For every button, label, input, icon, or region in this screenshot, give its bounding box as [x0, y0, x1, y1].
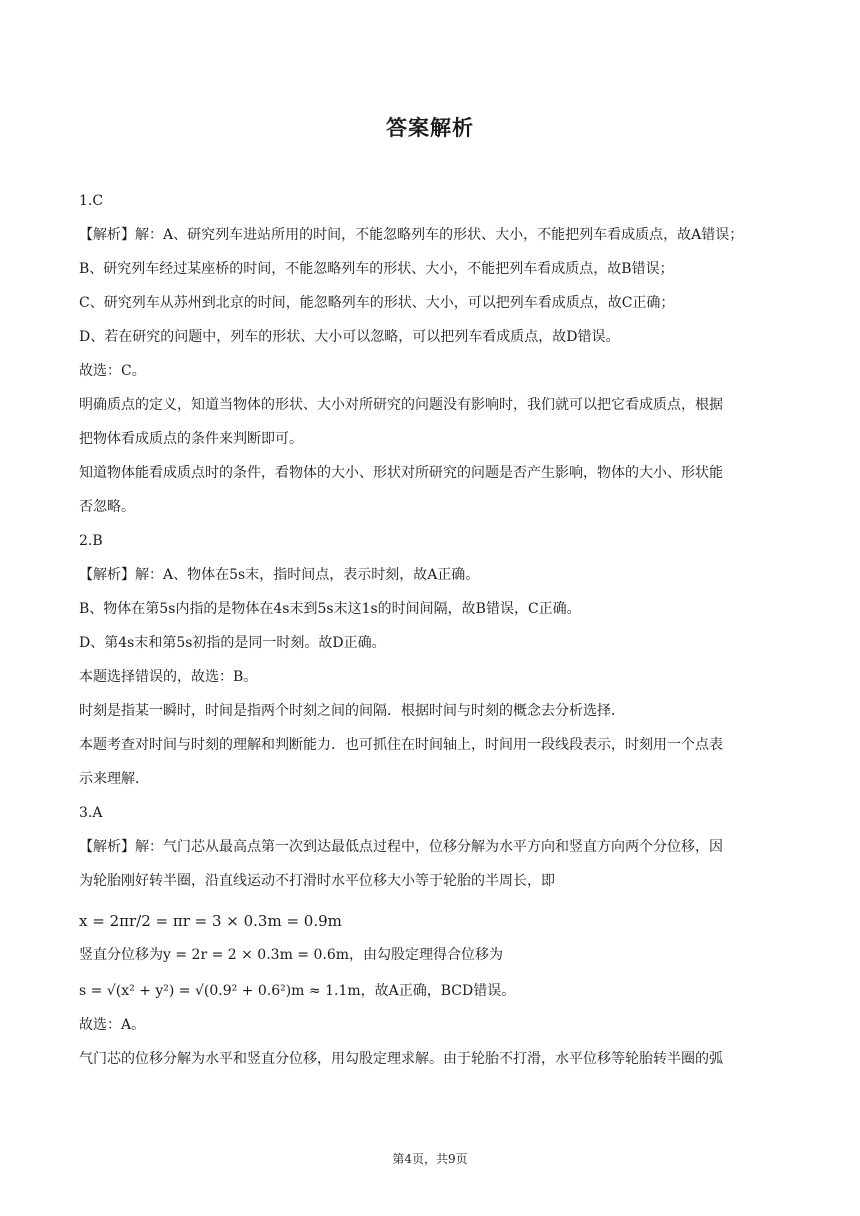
- q3-line-5: 故选：A。: [79, 1017, 146, 1033]
- q1-answer: 1.C: [79, 193, 104, 209]
- q1-line-7: 把物体看成质点的条件来判断即可。: [79, 431, 303, 447]
- q2-line-7: 示来理解．: [79, 771, 149, 787]
- q2-line-5: 时刻是指某一瞬时，时间是指两个时刻之间的间隔．根据时间与时刻的概念去分析选择．: [79, 703, 625, 719]
- q3-equation-1: x = 2πr/2 = πr = 3 × 0.3m = 0.9m: [79, 912, 342, 930]
- page-footer: 第4页，共9页: [392, 1152, 468, 1166]
- q2-line-1: 【解析】解：A、物体在5s末，指时间点，表示时刻，故A正确。: [79, 567, 480, 583]
- q1-line-2: B、研究列车经过某座桥的时间，不能忽略列车的形状、大小，不能把列车看成质点，故B错误；: [79, 261, 674, 277]
- q1-line-8: 知道物体能看成质点时的条件，看物体的大小、形状对所研究的问题是否产生影响，物体的大小、形状能: [79, 465, 723, 481]
- q2-line-4: 本题选择错误的，故选：B。: [79, 669, 258, 685]
- q2-line-3: D、第4s末和第5s初指的是同一时刻。故D正确。: [79, 635, 386, 651]
- q1-line-6: 明确质点的定义，知道当物体的形状、大小对所研究的问题没有影响时，我们就可以把它看成质点，根据: [79, 397, 723, 413]
- q1-line-1: 【解析】解：A、研究列车进站所用的时间，不能忽略列车的形状、大小，不能把列车看成质点，故A错误；: [79, 227, 744, 243]
- q1-line-4: D、若在研究的问题中，列车的形状、大小可以忽略，可以把列车看成质点，故D错误。: [79, 329, 620, 345]
- q3-line-4: s = √(x² + y²) = √(0.9² + 0.6²)m ≈ 1.1m，故A正确，BCD错误。: [79, 983, 516, 999]
- q2-line-2: B、物体在第5s内指的是物体在4s末到5s末这1s的时间间隔，故B错误，C正确。: [79, 601, 581, 617]
- q3-line-6: 气门芯的位移分解为水平和竖直分位移，用勾股定理求解。由于轮胎不打滑，水平位移等轮胎转半圈的弧: [79, 1051, 723, 1067]
- q1-line-5: 故选：C。: [79, 363, 146, 379]
- q3-line-3: 竖直分位移为y = 2r = 2 × 0.3m = 0.6m，由勾股定理得合位移为: [79, 947, 504, 963]
- q2-answer: 2.B: [79, 533, 103, 549]
- q3-line-2: 为轮胎刚好转半圈，沿直线运动不打滑时水平位移大小等于轮胎的半周长，即: [79, 873, 555, 889]
- q1-line-9: 否忽略。: [79, 499, 135, 515]
- q2-line-6: 本题考查对时间与时刻的理解和判断能力．也可抓住在时间轴上，时间用一段线段表示，时刻用一个点表: [79, 737, 723, 753]
- page-title: 答案解析: [386, 116, 474, 140]
- q3-answer: 3.A: [79, 805, 103, 821]
- q1-line-3: C、研究列车从苏州到北京的时间，能忽略列车的形状、大小，可以把列车看成质点，故C正确；: [79, 295, 675, 311]
- q3-line-1: 【解析】解：气门芯从最高点第一次到达最低点过程中，位移分解为水平方向和竖直方向两个分位移，因: [79, 839, 723, 855]
